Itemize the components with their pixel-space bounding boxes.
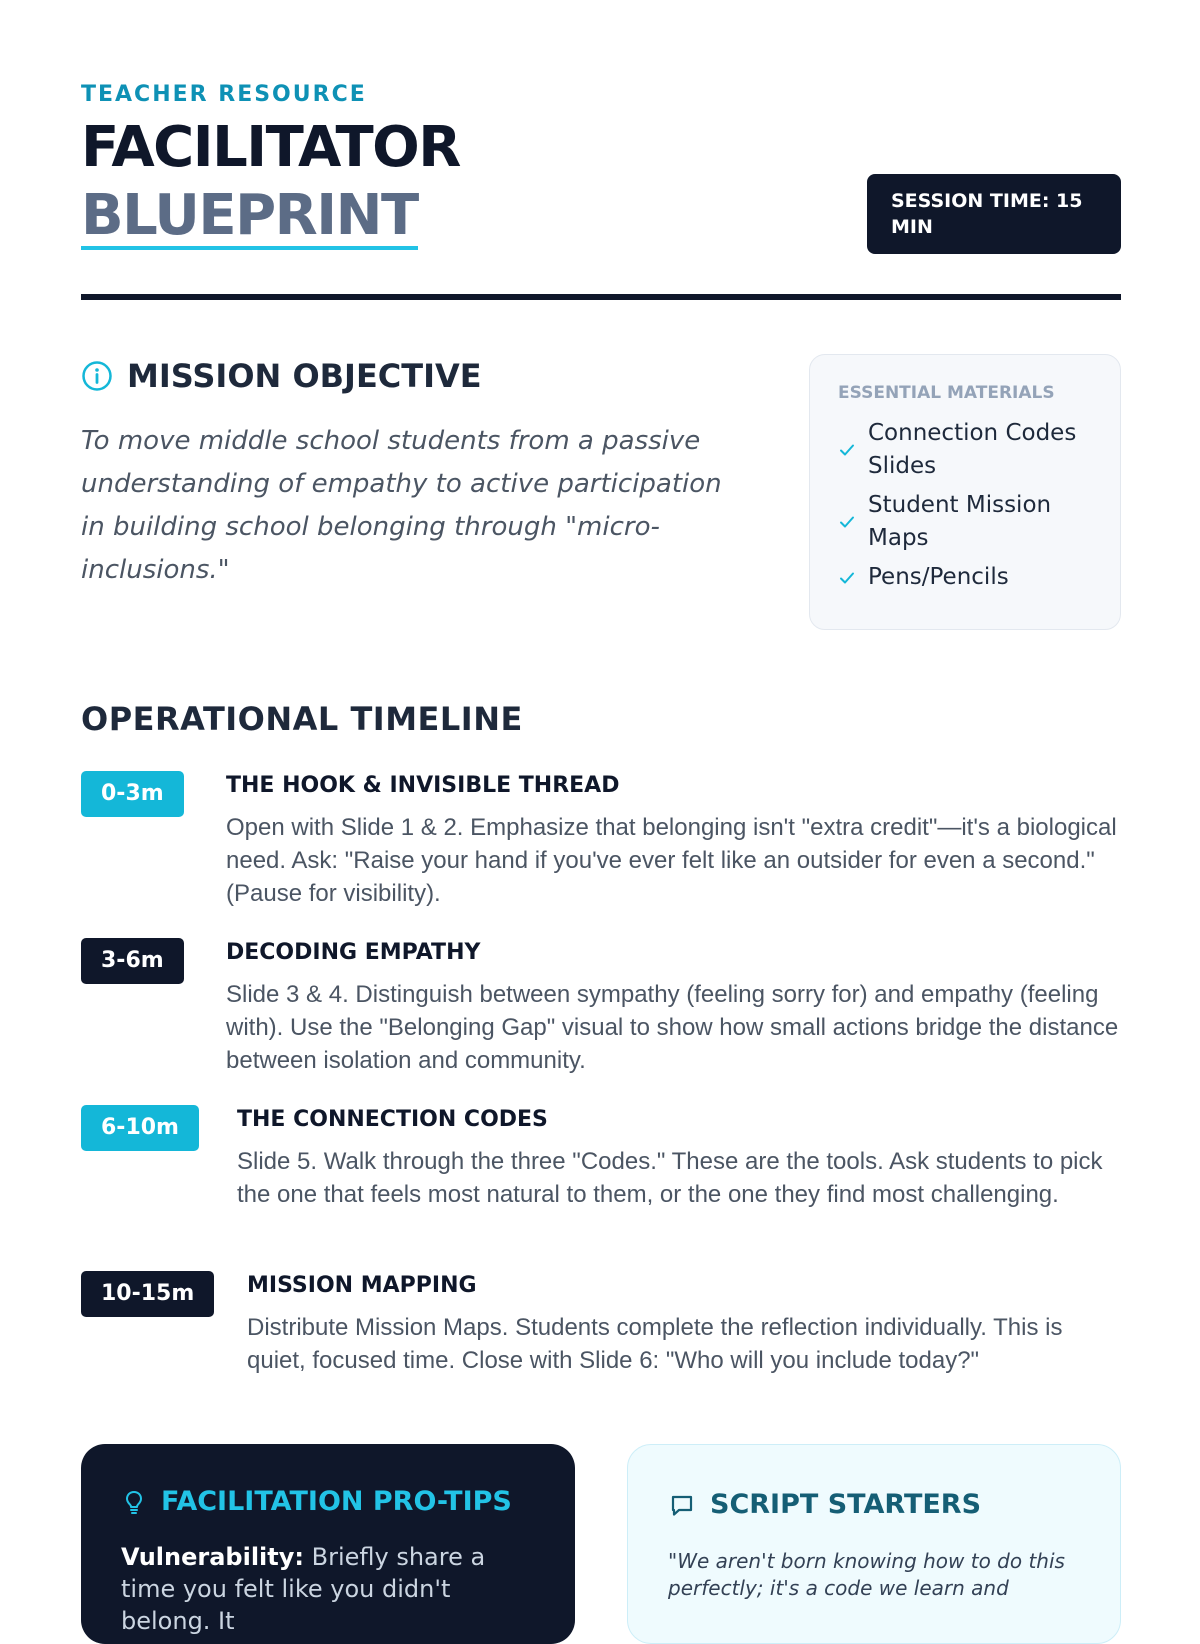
step-title: THE HOOK & INVISIBLE THREAD [226, 773, 620, 798]
chat-bubble-icon [668, 1491, 696, 1519]
materials-item-label: Pens/Pencils [868, 564, 1009, 590]
time-badge: 3-6m [81, 938, 184, 984]
step-description: Slide 5. Walk through the three "Codes." These are the tools. Ask students to pick the one that feels most natural to them, or the one they find most challenging. [237, 1148, 1103, 1208]
facilitation-tips-card [81, 1444, 575, 1644]
facilitation-tips-heading [121, 1486, 535, 1517]
materials-list [838, 417, 1094, 594]
script-starters-title: SCRIPT STARTERS [710, 1489, 982, 1520]
tip-label: Vulnerability: [121, 1543, 304, 1571]
lightbulb-icon [121, 1489, 147, 1515]
step-title: MISSION MAPPING [247, 1273, 477, 1298]
tip-text: Briefly share a time you felt like you didn't belong. It [121, 1543, 486, 1635]
materials-item-label: Connection Codes Slides [868, 420, 1077, 479]
materials-item-label: Student Mission Maps [868, 492, 1052, 551]
materials-label: ESSENTIAL MATERIALS [838, 383, 1055, 403]
essential-materials-card [809, 354, 1121, 630]
step-description: Open with Slide 1 & 2. Emphasize that belonging isn't "extra credit"—it's a biological need. Ask: "Raise your hand if you've ever felt like an outsider for even a second." (Pause for visibility). [226, 814, 1117, 907]
facilitator-blueprint-page [81, 0, 1121, 1635]
mission-objective-text: To move middle school students from a passive understanding of empathy to active participation in building school belonging through "micro-inclusions." [81, 426, 722, 585]
facilitation-tips-title: FACILITATION PRO-TIPS [161, 1486, 512, 1517]
session-time-badge: SESSION TIME: 15 MIN [867, 174, 1121, 254]
eyebrow-label: TEACHER RESOURCE [81, 82, 367, 107]
step-description: Distribute Mission Maps. Students complete the reflection individually. This is quiet, focused time. Close with Slide 6: "Who will you include today?" [247, 1314, 1063, 1374]
header-divider [81, 294, 1121, 300]
materials-item [838, 489, 1094, 555]
materials-item [838, 561, 1094, 594]
checkmark-icon [838, 569, 856, 587]
script-quote: "We aren't born knowing how to do this perfectly; it's a code we learn and [668, 1549, 1065, 1600]
time-badge: 10-15m [81, 1271, 214, 1317]
script-starters-heading [668, 1489, 1080, 1520]
time-badge: 6-10m [81, 1105, 199, 1151]
materials-item [838, 417, 1094, 483]
script-starters-card [627, 1444, 1121, 1644]
step-title: THE CONNECTION CODES [237, 1107, 548, 1132]
info-icon [81, 360, 113, 392]
page-title-line2: BLUEPRINT [81, 183, 418, 248]
checkmark-icon [838, 441, 856, 459]
step-description: Slide 3 & 4. Distinguish between sympathy (feeling sorry for) and empathy (feeling with). Use the "Belonging Gap" visual to show how small actions bridge the distance between isolation and community. [226, 981, 1119, 1074]
checkmark-icon [838, 513, 856, 531]
step-title: DECODING EMPATHY [226, 940, 481, 965]
mission-objective-title: MISSION OBJECTIVE [127, 357, 482, 395]
operational-timeline-heading: OPERATIONAL TIMELINE [81, 700, 523, 738]
tip-vulnerability [121, 1541, 535, 1637]
page-title-line1: FACILITATOR [81, 115, 460, 180]
time-badge: 0-3m [81, 771, 184, 817]
mission-objective-heading [81, 357, 482, 395]
